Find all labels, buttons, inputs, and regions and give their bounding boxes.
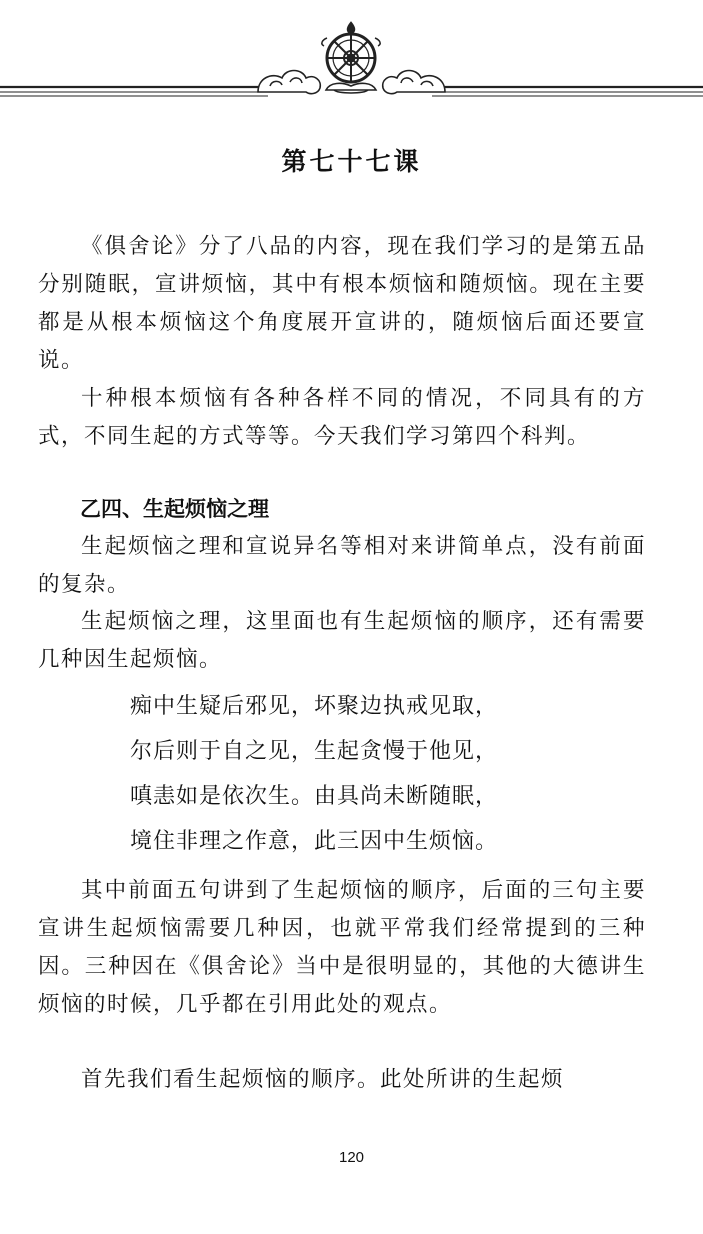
lesson-title: 第七十七课 (281, 147, 422, 176)
page-header-ornament (0, 0, 703, 110)
header-rule-left (0, 87, 268, 96)
auspicious-cloud-icon (383, 71, 445, 94)
header-rule-right (432, 87, 703, 96)
header-border (0, 0, 703, 110)
verse-block (130, 684, 650, 864)
paragraph: 十种根本烦恼有各种各样不同的情况，不同具有的方式，不同生起的方式等等。今天我们学习第四个科判。 (38, 386, 646, 449)
section-heading: 乙四、生起烦恼之理 (80, 497, 269, 521)
verse-line: 痴中生疑后邪见，坏聚边执戒见取， (130, 694, 499, 719)
paragraph: 生起烦恼之理和宣说异名等相对来讲简单点，没有前面的复杂。 (38, 534, 646, 597)
verse-line: 嗔恚如是依次生。由具尚未断随眠， (130, 784, 499, 809)
paragraph: 首先我们看生起烦恼的顺序。此处所讲的生起烦 (81, 1067, 565, 1092)
dharma-wheel-icon (322, 22, 380, 93)
paragraph: 其中前面五句讲到了生起烦恼的顺序，后面的三句主要宣讲生起烦恼需要几种因，也就平常我们经常提到的三种因。三种因在《俱舍论》当中是很明显的，其他的大德讲生烦恼的时候，几乎都在引用此处的观点。 (38, 878, 646, 1017)
paragraph: 《俱舍论》分了八品的内容，现在我们学习的是第五品分别随眠，宣讲烦恼，其中有根本烦恼和随烦恼。现在主要都是从根本烦恼这个角度展开宣讲的，随烦恼后面还要宣说。 (38, 234, 646, 373)
verse-line: 境住非理之作意，此三因中生烦恼。 (130, 829, 499, 854)
paragraph: 生起烦恼之理，这里面也有生起烦恼的顺序，还有需要几种因生起烦恼。 (38, 609, 646, 672)
page-number: 120 (338, 1149, 365, 1166)
auspicious-cloud-icon (258, 71, 320, 94)
verse-line: 尔后则于自之见，生起贪慢于他见， (130, 739, 499, 764)
